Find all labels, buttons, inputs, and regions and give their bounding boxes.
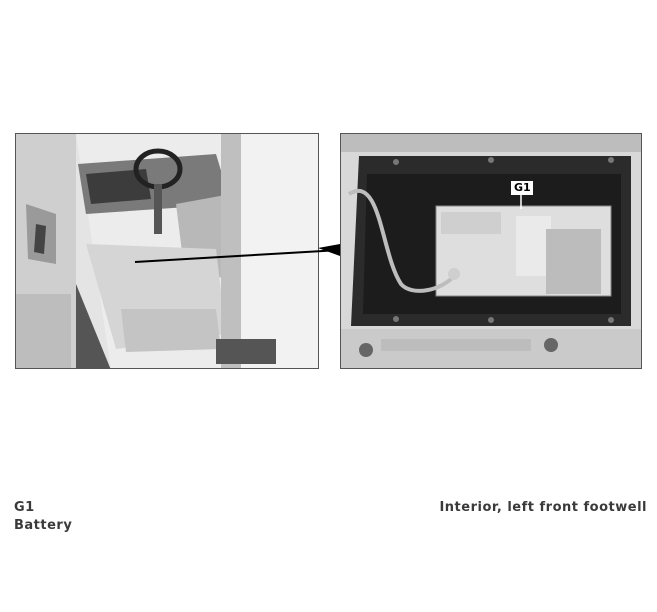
callout-label-g1: G1 — [514, 181, 531, 194]
location-caption: Interior, left front footwell — [439, 500, 647, 515]
component-code: G1 — [14, 500, 35, 515]
component-name: Battery — [14, 518, 73, 533]
